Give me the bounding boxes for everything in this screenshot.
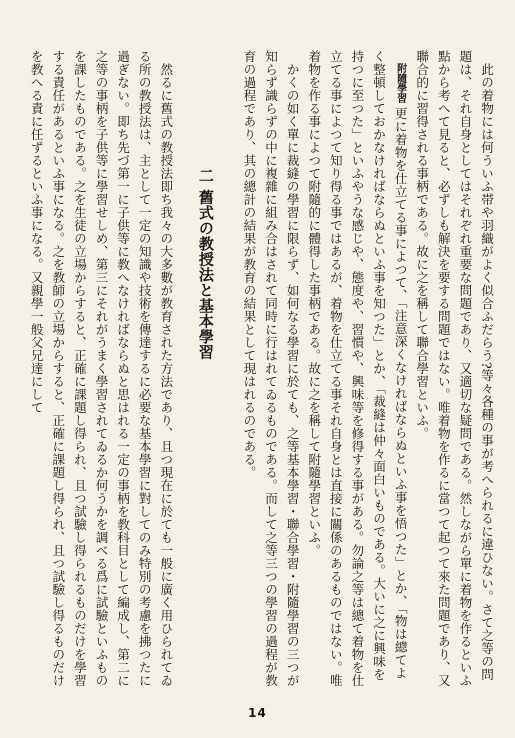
page-number: 14 <box>248 706 267 720</box>
section-heading: 二 舊式の教授法と基本學習 <box>196 168 215 360</box>
section-label-incidental-learning: 附隨學習 <box>394 62 406 103</box>
paragraph-text: 然るに舊式の教授法即ち我々の大多數が教育された方法であり、且つ現在に於ても一般に廣く用ひられてゐる所の教授法は、主として一定の知識や技術を傳達するに必要な基本學習に對してのみ特別の考慮を拂つたに過ぎない。即ち先づ第一に子供等に教へなければならぬと思はれる一定の事柄を教科目として編成し、第二に之等の事柄を子供等に學習せしめ、第三にそれがうまく學習されてゐるか何うかを調べる爲に試驗といふものを課したものである。之を生徒の立場からすると、正確に課題し得られ、且つ試驗し得られるものだけを學習する責任があるといふ事になる。之を教師の立場からすると、正確に課題し得られ、且つ試驗し得るものだけを教へる責に任ずるといふ事になる。又親學一般父兄達にして <box>28 50 174 687</box>
vertical-text-block <box>17 50 497 690</box>
paragraph-associated-learning <box>411 50 497 690</box>
paragraph-old-teaching-method <box>25 50 176 690</box>
paragraph-text: 此の着物には何ういふ帯や羽織がよく似合ふだらう?等々各種の事が考へられるに違ひない。さて之等の問題は、それ自身としてはそれぞれ重要な問題であり、又適切な疑問である。然しながら單に着物を作るといふ點から考へて見ると、必ずしも解決を要する問題ではない。唯着物を作るに當つて起つて來た問題であり、又聯合的に習得される事柄である。故に之を稱して聯合學習といふ。 <box>414 50 494 687</box>
paragraph-summary <box>238 50 303 690</box>
paragraph-incidental-learning <box>303 50 411 690</box>
paragraph-text: 更に着物を仕立てる事によつて、「注意深くなければならぬといふ事を悟つた」とか、「物は總てよく整頓しておかなければならぬといふ事を知つた」とか、「裁縫は仲々面白いものである。大いに之に興味を持つに至つた」といふやうな感じや、態度や、習慣や、興味等を修得する事がある。勿論之等は總て着物を仕立てる事によつて知り得る事ではあるが、着物を仕立てる事それ自身とは直接に關係のあるものではない。唯着物を作る事によつて附隨的に體得した事柄である。故に之を稱して附隨學習といふ。 <box>306 50 408 687</box>
paragraph-text: かくの如く單に裁縫の學習に限らず、如何なる學習に於ても、之等基本學習・聯合學習・附隨學習の三つが知らず識らずの中に複雜に組み合はされて同時に行はれてゐるものである。而して之等三つの學習の過程が教育の過程であり、其の總計の結果が教育の結果として現はれるのである。 <box>241 50 300 687</box>
